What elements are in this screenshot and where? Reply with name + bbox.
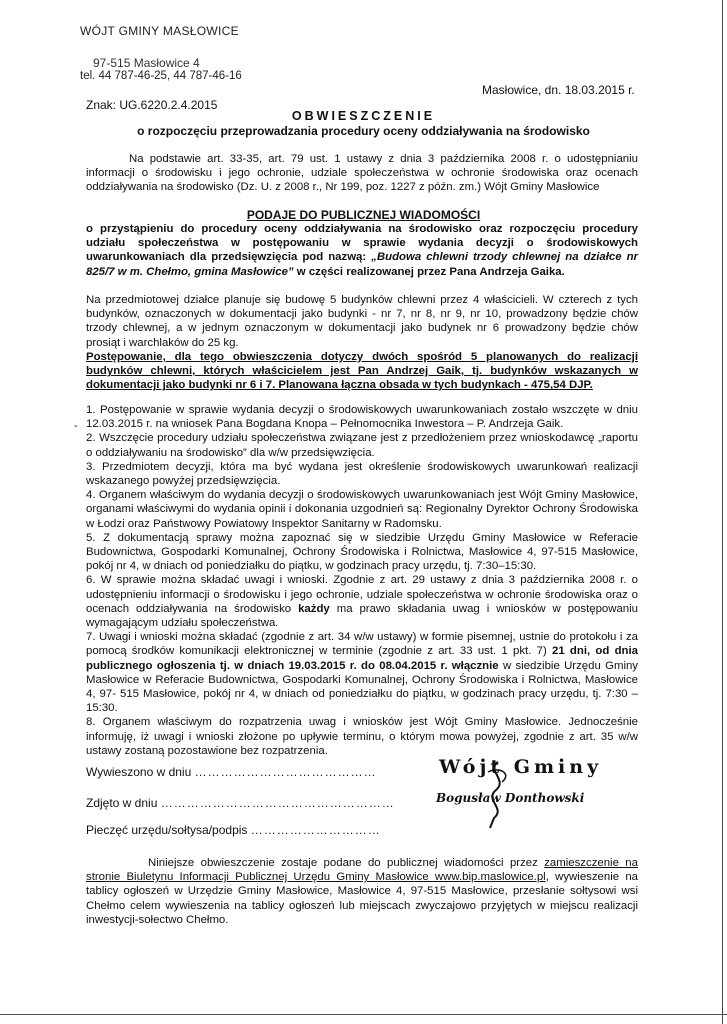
point-4: 4. Organem właściwym do wydania decyzji o środowiskowych uwarunkowaniach jest Wójt Gminy Masłowice, organami właściwymi do wydania opinii i dokonania uzgodnień są: Regionalny Dyrektor Ochrony Środowiska w Łodzi oraz Państwowy Powiatowy Inspektor Sanitarny w Radomsku. [86,489,638,530]
seal-line [86,823,381,837]
document-title: OBWIESZCZENIE [291,109,436,123]
project-name: „Budowa chlewni trzody chlewnej na działce nr 825/7 w m. Chełmo, gmina Masłowice” [86,251,638,278]
posted-label: Wywieszono w dniu [86,765,192,779]
publication-text-end: , wywieszenie na tablicy ogłoszeń w Urzędzie Gminy Masłowice, Masłowice 4, 97-515 Masłowice, przesłanie sołtysowi wsi Chełmo celem wywieszenia na tablicy ogłoszeń lub miejscach zwyczajowo przyjętych w miejscu realizacji inwestycji-sołectwo Chełmo. [86,871,639,926]
bip-link-text: zamieszczenie na stronie Biuletynu Informacji Publicznej Urzędu Gminy Masłowice www.bip.maslowice.pl [86,857,638,884]
handwritten-signature [478,760,518,830]
subject-text-end: w części realizowanej przez Pana Andrzeja Gaika. [293,265,565,278]
point-6 [86,573,638,630]
signature-stamp-title: Wójt Gminy [439,756,603,778]
office-stamp-name: WÓJT GMINY MASŁOWICE [80,24,239,38]
subject-text: o przystąpieniu do procedury oceny oddziaływania na środowisko oraz rozpoczęciu procedury udziału społeczeństwa w postępowaniu w sprawie wydania decyzji o środowiskowych uwarunkowaniach dla przedsięwzięcia pod nazwą: [86,223,638,264]
point-6-text: 6. W sprawie można składać uwagi i wnioski. Zgodnie z art. 29 ustawy z dnia 3 października 2008 r. o udostępnieniu informacji o środowisku i jego ochronie, udziale społeczeństwa w ochronie środowiska oraz o ocenach oddziaływania na środowisko [86,574,638,615]
place-and-date: Masłowice, dn. 18.03.2015 r. [482,83,635,97]
point-2: 2. Wszczęcie procedury udziału społeczeństwa związane jest z przedłożeniem przez wnioskodawcę „raportu o oddziaływaniu na środowisko” dla w/w przedsięwzięcia. [86,432,638,459]
document-subtitle: o rozpoczęciu przeprowadzania procedury oceny oddziaływania na środowisko [137,124,590,138]
legal-basis-paragraph: Na podstawie art. 33-35, art. 79 ust. 1 ustawy z dnia 3 października 2008 r. o udostępnianiu informacji o środowisku i jego ochronie, udziale społeczeństwa w ochronie środowiska oraz ocenach oddziaływania na środowisko (Dz. U. z 2008 r., Nr 199, poz. 1227 z późn. zm.) Wójt Gminy Masłowice [86,153,638,194]
announcement-heading: PODAJE DO PUBLICZNEJ WIADOMOŚCI [246,208,481,222]
buildings-paragraph: Na przedmiotowej działce planuje się budowę 5 budynków chlewni przez 4 właścicieli. W czterech z tych budynków, oznaczonych w dokumentacji jako budynki - nr 7, nr 8, nr 9, nr 10, prowadzony będzie chów trzody chlewnej, a w jednym oznaczonym w dokumentacji jako budynek nr 6 prowadzony będzie chów prosiąt i warchlaków do 25 kg. [86,294,638,349]
removed-date-line [86,796,395,810]
publication-text [86,856,638,927]
removed-dots: ……………………………………………… [160,796,395,810]
posted-date-line [86,765,377,779]
scan-edge-line [722,0,723,1024]
point-7 [86,630,638,715]
signature-stamp-name: Bogusław Donthowski [436,791,585,805]
office-stamp-address: 97-515 Masłowice 4 [93,56,200,70]
scan-bottom-line [0,1014,727,1015]
seal-label: Pieczęć urzędu/sołtysa/podpis [86,823,248,837]
margin-mark: - [74,420,78,432]
removed-label: Zdjęto w dniu [86,796,158,810]
subject-paragraph [86,222,638,279]
point-8: 8. Organem właściwym do rozpatrzenia uwag i wniosków jest Wójt Gminy Masłowice. Jednocześnie informuję, iż uwagi i wnioski złożone po upływie terminu, o którym mowa powyżej, zgodnie z art. 35 w/w ustawy zostaną pozostawione bez rozpatrzenia. [86,716,638,757]
posted-dots: …………………………………… [194,765,377,779]
point-1: 1. Postępowanie w sprawie wydania decyzji o środowiskowych uwarunkowaniach zostało wszczęte w dniu 12.03.2015 r. na wniosek Pana Bogdana Knopa – Pełnomocnika Inwestora – P. Andrzeja Gaik. [86,404,638,431]
publication-text-start: Niniejsze obwieszczenie zostaje podane do publicznej wiadomości przez [148,857,545,869]
point-7-text: 7. Uwagi i wnioski można składać (zgodnie z art. 34 w/w ustawy) w formie pisemnej, ustnie do protokołu i za pomocą środków komunikacji elektronicznej w terminie (zgodnie z art. 33 ust. 1 pkt. 7) [86,631,638,658]
seal-dots: ………………………… [250,823,381,837]
scope-paragraph: Postępowanie, dla tego obwieszczenia dotyczy dwóch spośród 5 planowanych do realizacji budynków chlewni, których właścicielem jest Pan Andrzej Gaik, tj. budynków wskazanych w dokumentacji jako budynki nr 6 i 7. Planowana łączna obsada w tych budynkach - 475,54 DJP. [86,351,638,392]
office-stamp-phone: tel. 44 787-46-25, 44 787-46-16 [80,70,242,82]
point-3: 3. Przedmiotem decyzji, która ma być wydana jest określenie środowiskowych uwarunkowań realizacji wskazanego powyżej przedsięwzięcia. [86,460,638,488]
reference-number: Znak: UG.6220.2.4.2015 [86,98,218,112]
point-5: 5. Z dokumentacją sprawy można zapoznać się w siedzibie Urzędu Gminy Masłowice w Referacie Budownictwa, Gospodarki Komunalnej, Ochrony Środowiska i Rolnictwa, Masłowice 4, 97-515 Masłowice, pokój nr 4, w dniach od poniedziałku do piątku, w godzinach pracy urzędu, tj. 7:30–15:30. [86,531,638,573]
point-7-deadline: 21 dni, od dnia publicznego ogłoszenia tj. w dniach 19.03.2015 r. do 08.04.2015 r. włącznie [86,645,638,672]
point-6-bold: każdy [298,602,330,615]
point-7-text-end: w siedzibie Urzędu Gminy Masłowice w Referacie Budownictwa, Gospodarki Komunalnej, Ochrony Środowiska i Rolnictwa, Masłowice 4, 97- 515 Masłowice, pokój nr 4, w dniach od poniedziałku do piątku, w godzinach pracy urzędu, tj. 7:30 – 15:30. [86,659,639,715]
publication-paragraph [86,856,638,927]
point-6-text-end: ma prawo składania uwag i wniosków w postępowaniu wymagającym udziału społeczeństwa. [86,602,638,630]
numbered-points [86,403,638,758]
